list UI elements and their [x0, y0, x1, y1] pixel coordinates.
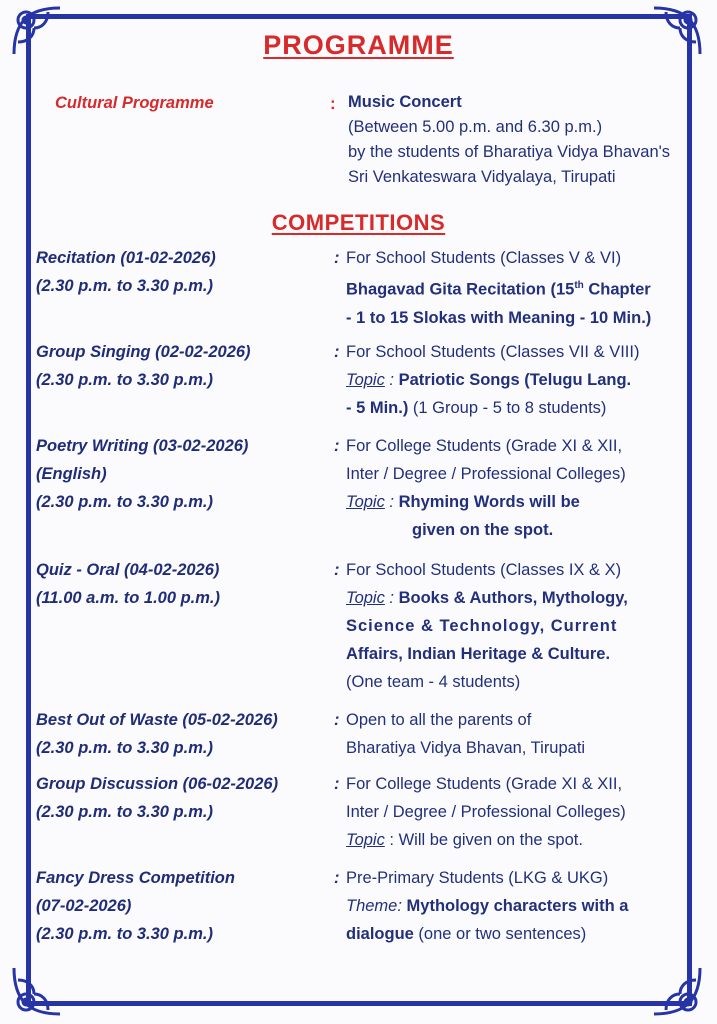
- competition-details: [346, 864, 696, 948]
- theme-line: [346, 892, 696, 920]
- audience: Inter / Degree / Professional Colleges): [346, 465, 626, 483]
- competition-time: (11.00 a.m. to 1.00 p.m.): [36, 589, 221, 607]
- competition-name-time: [36, 338, 336, 394]
- detail-text: - 5 Min.): [346, 399, 409, 417]
- competition-time: (2.30 p.m. to 3.30 p.m.): [36, 739, 213, 757]
- competition-time: (2.30 p.m. to 3.30 p.m.): [36, 371, 213, 389]
- audience: Pre-Primary Students (LKG & UKG): [346, 869, 609, 887]
- theme-label: Theme:: [346, 897, 402, 915]
- cultural-programme-details: [348, 90, 693, 190]
- colon: :: [334, 343, 340, 361]
- audience: Bharatiya Vidya Bhavan, Tirupati: [346, 739, 586, 757]
- topic-label: Topic: [346, 589, 385, 607]
- topic-sep: :: [384, 589, 399, 607]
- competition-name-time: [36, 864, 336, 948]
- topic-sep: :: [384, 493, 399, 511]
- colon: :: [334, 711, 340, 729]
- detail-line: - 1 to 15 Slokas with Meaning - 10 Min.): [346, 308, 652, 327]
- competition-name: Poetry Writing (03-02-2026): [36, 437, 249, 455]
- competition-name: Best Out of Waste (05-02-2026): [36, 711, 278, 729]
- audience: For College Students (Grade XI & XII,: [346, 775, 623, 793]
- topic-text: Rhyming Words will be: [398, 493, 580, 511]
- competition-details: [346, 244, 696, 332]
- detail-text: (one or two sentences): [413, 925, 587, 943]
- cultural-colon: :: [330, 94, 336, 113]
- competition-details: [346, 432, 696, 544]
- cultural-line: by the students of Bharatiya Vidya Bhavan's: [348, 143, 671, 161]
- competitions-title: COMPETITIONS: [271, 210, 446, 235]
- competition-name: Fancy Dress Competition: [36, 869, 235, 887]
- audience: For College Students (Grade XI & XII,: [346, 437, 623, 455]
- competition-name-time: [36, 556, 336, 612]
- detail-line: [346, 920, 696, 948]
- audience: Inter / Degree / Professional Colleges): [346, 803, 626, 821]
- detail-text: Bhagavad Gita Recitation (15: [346, 280, 575, 299]
- competition-name: Quiz - Oral (04-02-2026): [36, 561, 220, 579]
- topic-line: [346, 826, 696, 854]
- competition-time: (2.30 p.m. to 3.30 p.m.): [36, 277, 213, 295]
- topic-line: [346, 366, 696, 394]
- competition-name-time: [36, 244, 336, 300]
- topic-text: Patriotic Songs (Telugu Lang.: [398, 371, 632, 389]
- competition-language: (English): [36, 465, 107, 483]
- audience: For School Students (Classes VII & VIII): [346, 343, 640, 361]
- audience: For School Students (Classes IX & X): [346, 561, 622, 579]
- page-title: PROGRAMME: [263, 30, 454, 60]
- detail-text: dialogue: [346, 925, 414, 943]
- competition-details: [346, 338, 696, 422]
- cultural-line: (Between 5.00 p.m. and 6.30 p.m.): [348, 118, 603, 136]
- topic-text-continued: Affairs, Indian Heritage & Culture.: [346, 645, 611, 663]
- competition-name-time: [36, 706, 336, 762]
- topic-label: Topic: [346, 371, 385, 389]
- competition-details: [346, 556, 696, 696]
- topic-text: Books & Authors, Mythology,: [398, 589, 628, 607]
- competition-name-time: [36, 770, 336, 826]
- audience: For School Students (Classes V & VI): [346, 249, 622, 267]
- topic-label: Topic: [346, 493, 385, 511]
- detail-line: [346, 394, 696, 422]
- detail-text: Chapter: [583, 280, 651, 299]
- topic-text-continued: given on the spot.: [412, 521, 554, 539]
- corner-ornament-icon: [8, 962, 66, 1020]
- competition-time: (2.30 p.m. to 3.30 p.m.): [36, 493, 213, 511]
- topic-label: Topic: [346, 831, 385, 849]
- detail-line: [346, 272, 696, 304]
- corner-ornament-icon: [648, 962, 706, 1020]
- competition-time: (2.30 p.m. to 3.30 p.m.): [36, 803, 213, 821]
- competition-date: (07-02-2026): [36, 897, 132, 915]
- topic-text: : Will be given on the spot.: [384, 831, 583, 849]
- competition-details: [346, 770, 696, 854]
- competition-details: [346, 706, 696, 762]
- topic-line: [346, 488, 696, 516]
- music-concert-heading: Music Concert: [348, 93, 462, 111]
- colon: :: [334, 775, 340, 793]
- colon: :: [334, 437, 340, 455]
- competition-name: Group Singing (02-02-2026): [36, 343, 251, 361]
- competition-name: Group Discussion (06-02-2026): [36, 775, 279, 793]
- competition-time: (2.30 p.m. to 3.30 p.m.): [36, 925, 213, 943]
- detail-sup: th: [574, 280, 584, 291]
- cultural-line: Sri Venkateswara Vidyalaya, Tirupati: [348, 168, 616, 186]
- theme-text: Mythology characters with a: [401, 897, 629, 915]
- competition-name: Recitation (01-02-2026): [36, 249, 216, 267]
- team-info: (One team - 4 students): [346, 673, 521, 691]
- colon: :: [334, 249, 340, 267]
- competition-name-time: [36, 432, 336, 516]
- topic-line: [346, 584, 696, 612]
- topic-text-continued: Science & Technology, Current: [346, 617, 618, 635]
- colon: :: [334, 869, 340, 887]
- audience: Open to all the parents of: [346, 711, 532, 729]
- colon: :: [334, 561, 340, 579]
- detail-text: (1 Group - 5 to 8 students): [408, 399, 607, 417]
- cultural-programme-label: Cultural Programme: [55, 94, 214, 112]
- topic-sep: :: [384, 371, 399, 389]
